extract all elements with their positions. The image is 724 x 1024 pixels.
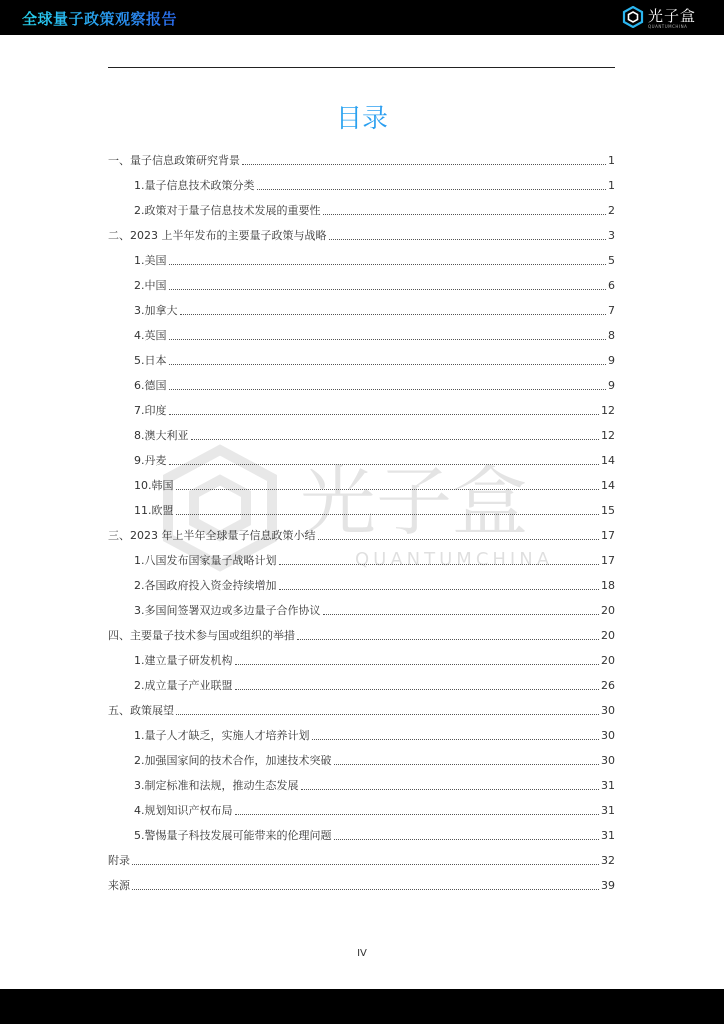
toc-entry[interactable]: [108, 748, 615, 773]
toc-leader-dots: [169, 264, 607, 265]
toc-leader-dots: [297, 639, 599, 640]
toc-entry-page: 7: [608, 304, 615, 317]
toc-entry-label: 4.规划知识产权布局: [134, 804, 233, 817]
toc-entry-label: 2.加强国家间的技术合作，加速技术突破: [134, 754, 332, 767]
toc-leader-dots: [279, 564, 600, 565]
toc-entry-label: 1.八国发布国家量子战略计划: [134, 554, 277, 567]
toc-entry-page: 9: [608, 354, 615, 367]
toc-leader-dots: [257, 189, 607, 190]
toc-leader-dots: [242, 164, 606, 165]
toc-entry-page: 26: [601, 679, 615, 692]
toc-entry-label: 1.美国: [134, 254, 167, 267]
toc-entry-page: 30: [601, 704, 615, 717]
toc-entry[interactable]: [108, 373, 615, 398]
watermark-text: 光子盒: [300, 457, 528, 546]
brand-name: 光子盒: [648, 7, 697, 25]
toc-entry-page: 3: [608, 229, 615, 242]
toc-entry-page: 20: [601, 654, 615, 667]
toc-entry-label: 二、2023 上半年发布的主要量子政策与战略: [108, 229, 327, 242]
toc-leader-dots: [191, 439, 600, 440]
toc-entry[interactable]: [108, 673, 615, 698]
toc-entry[interactable]: [108, 248, 615, 273]
toc-entry[interactable]: [108, 423, 615, 448]
toc-leader-dots: [169, 389, 607, 390]
toc-entry[interactable]: [108, 848, 615, 873]
toc-entry-label: 3.制定标准和法规，推动生态发展: [134, 779, 299, 792]
toc-leader-dots: [235, 814, 600, 815]
toc-entry-page: 14: [601, 454, 615, 467]
toc-entry[interactable]: [108, 473, 615, 498]
bottom-footer-bar: [0, 989, 724, 1024]
toc-entry-label: 5.日本: [134, 354, 167, 367]
toc-entry-page: 32: [601, 854, 615, 867]
toc-entry[interactable]: [108, 723, 615, 748]
toc-entry-label: 9.丹麦: [134, 454, 167, 467]
toc-leader-dots: [235, 689, 600, 690]
toc-entry[interactable]: [108, 798, 615, 823]
toc-entry[interactable]: [108, 598, 615, 623]
toc-leader-dots: [176, 489, 600, 490]
toc-leader-dots: [312, 739, 600, 740]
toc-leader-dots: [334, 839, 600, 840]
toc-entry-label: 1.建立量子研发机构: [134, 654, 233, 667]
brand-logo-group: [622, 4, 702, 32]
toc-entry[interactable]: [108, 398, 615, 423]
header-divider: [108, 67, 615, 68]
toc-leader-dots: [132, 864, 599, 865]
toc-leader-dots: [169, 339, 607, 340]
toc-entry-page: 1: [608, 154, 615, 167]
toc-entry[interactable]: [108, 223, 615, 248]
toc-entry-page: 17: [601, 529, 615, 542]
toc-entry[interactable]: [108, 448, 615, 473]
toc-leader-dots: [176, 514, 600, 515]
toc-entry-label: 4.英国: [134, 329, 167, 342]
toc-leader-dots: [323, 214, 607, 215]
toc-entry-page: 15: [601, 504, 615, 517]
toc-entry-label: 3.加拿大: [134, 304, 178, 317]
toc-entry-label: 附录: [108, 854, 130, 867]
toc-entry-page: 14: [601, 479, 615, 492]
toc-entry-label: 2.成立量子产业联盟: [134, 679, 233, 692]
toc-entry[interactable]: [108, 623, 615, 648]
toc-entry-page: 17: [601, 554, 615, 567]
toc-entry-label: 1.量子人才缺乏，实施人才培养计划: [134, 729, 310, 742]
toc-entry-page: 6: [608, 279, 615, 292]
toc-entry[interactable]: [108, 498, 615, 523]
toc-leader-dots: [235, 664, 600, 665]
toc-entry-page: 20: [601, 604, 615, 617]
toc-entry[interactable]: [108, 873, 615, 898]
toc-entry[interactable]: [108, 198, 615, 223]
toc-entry-page: 30: [601, 729, 615, 742]
toc-entry-label: 10.韩国: [134, 479, 174, 492]
toc-entry[interactable]: [108, 548, 615, 573]
toc-leader-dots: [329, 239, 607, 240]
toc-entry[interactable]: [108, 823, 615, 848]
toc-entry-page: 31: [601, 804, 615, 817]
toc-entry-page: 8: [608, 329, 615, 342]
toc-entry-page: 1: [608, 179, 615, 192]
toc-leader-dots: [169, 289, 607, 290]
toc-entry-page: 30: [601, 754, 615, 767]
table-of-contents: [108, 148, 615, 898]
toc-leader-dots: [169, 414, 600, 415]
toc-entry[interactable]: [108, 648, 615, 673]
brand-hexagon-icon: [622, 6, 644, 28]
toc-entry-label: 11.欧盟: [134, 504, 174, 517]
toc-entry[interactable]: [108, 348, 615, 373]
toc-entry-label: 8.澳大利亚: [134, 429, 189, 442]
toc-title: 目录: [0, 98, 724, 135]
toc-leader-dots: [180, 314, 607, 315]
toc-entry-label: 7.印度: [134, 404, 167, 417]
toc-entry[interactable]: [108, 148, 615, 173]
toc-entry-page: 39: [601, 879, 615, 892]
toc-entry-label: 四、主要量子技术参与国或组织的举措: [108, 629, 295, 642]
toc-entry[interactable]: [108, 698, 615, 723]
report-title: 全球量子政策观察报告: [22, 10, 178, 28]
toc-entry-label: 6.德国: [134, 379, 167, 392]
toc-entry-label: 2.各国政府投入资金持续增加: [134, 579, 277, 592]
brand-subtitle: QUANTUMCHINA: [648, 24, 688, 29]
toc-entry-page: 18: [601, 579, 615, 592]
toc-leader-dots: [132, 889, 599, 890]
toc-entry-label: 来源: [108, 879, 130, 892]
toc-entry[interactable]: [108, 523, 615, 548]
toc-entry-page: 5: [608, 254, 615, 267]
toc-entry[interactable]: [108, 273, 615, 298]
toc-entry-label: 3.多国间签署双边或多边量子合作协议: [134, 604, 321, 617]
toc-leader-dots: [279, 589, 600, 590]
toc-entry-label: 一、量子信息政策研究背景: [108, 154, 240, 167]
toc-entry[interactable]: [108, 173, 615, 198]
toc-entry-page: 12: [601, 429, 615, 442]
watermark-subtext: QUANTUMCHINA: [355, 549, 554, 570]
toc-entry-page: 9: [608, 379, 615, 392]
page-number: IV: [357, 948, 367, 959]
toc-entry-label: 5.警惕量子科技发展可能带来的伦理问题: [134, 829, 332, 842]
toc-entry-page: 31: [601, 779, 615, 792]
toc-entry-label: 五、政策展望: [108, 704, 174, 717]
toc-entry-page: 2: [608, 204, 615, 217]
toc-entry[interactable]: [108, 573, 615, 598]
toc-entry[interactable]: [108, 298, 615, 323]
toc-leader-dots: [176, 714, 599, 715]
toc-entry[interactable]: [108, 773, 615, 798]
toc-leader-dots: [301, 789, 600, 790]
toc-entry-page: 20: [601, 629, 615, 642]
toc-entry-label: 2.中国: [134, 279, 167, 292]
toc-entry-label: 三、2023 年上半年全球量子信息政策小结: [108, 529, 316, 542]
toc-entry-page: 12: [601, 404, 615, 417]
toc-leader-dots: [323, 614, 600, 615]
toc-entry-label: 2.政策对于量子信息技术发展的重要性: [134, 204, 321, 217]
toc-leader-dots: [169, 364, 607, 365]
top-header-bar: [0, 0, 724, 35]
toc-leader-dots: [318, 539, 600, 540]
toc-leader-dots: [334, 764, 600, 765]
toc-entry[interactable]: [108, 323, 615, 348]
toc-entry-label: 1.量子信息技术政策分类: [134, 179, 255, 192]
toc-entry-page: 31: [601, 829, 615, 842]
toc-leader-dots: [169, 464, 600, 465]
